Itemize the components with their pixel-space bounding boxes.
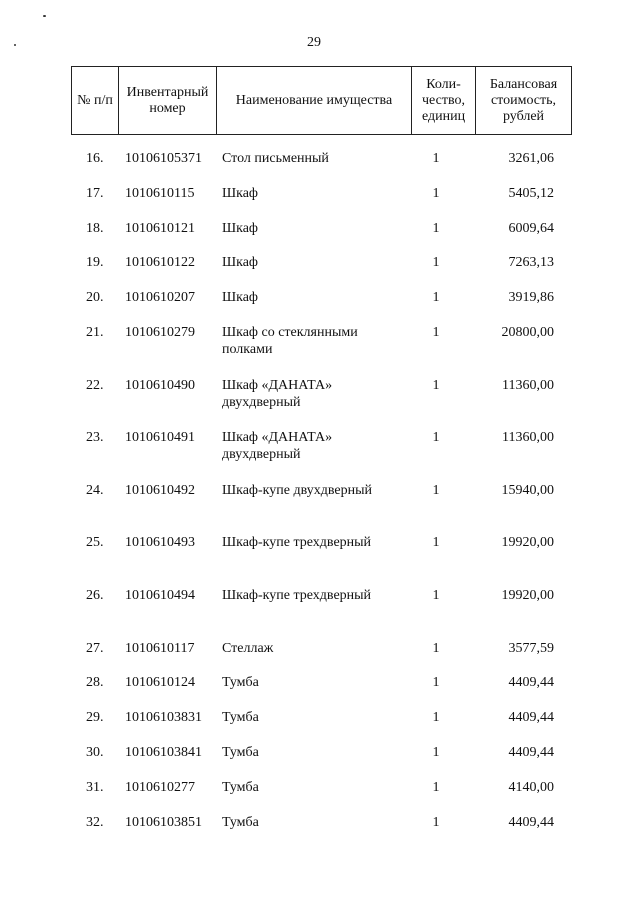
quantity: 1 xyxy=(432,710,440,725)
item-name: Тумба xyxy=(222,745,259,760)
quantity: 1 xyxy=(432,378,440,393)
inventory-number: 1010610277 xyxy=(125,780,195,795)
row-number: 23. xyxy=(86,430,104,445)
header-quantity: Коли-чество, единиц xyxy=(412,67,476,135)
item-name: Шкаф «ДАНАТА» двухдверный xyxy=(222,430,333,462)
row-number: 25. xyxy=(86,535,104,550)
inventory-number: 1010610492 xyxy=(125,483,195,498)
quantity: 1 xyxy=(432,588,440,603)
item-name: Тумба xyxy=(222,675,259,690)
quantity: 1 xyxy=(432,255,440,270)
row-number: 21. xyxy=(86,325,104,340)
inventory-number: 1010610490 xyxy=(125,378,195,393)
balance-cost: 4140,00 xyxy=(508,780,554,795)
item-name: Шкаф-купе трехдверный xyxy=(222,535,372,550)
item-name: Тумба xyxy=(222,780,259,795)
item-name: Шкаф «ДАНАТА» двухдверный xyxy=(222,378,333,410)
balance-cost: 4409,44 xyxy=(508,710,554,725)
row-number: 28. xyxy=(86,675,104,690)
quantity: 1 xyxy=(432,675,440,690)
row-number: 26. xyxy=(86,588,104,603)
scan-speck xyxy=(43,15,46,17)
inventory-number: 1010610279 xyxy=(125,325,195,340)
row-number: 27. xyxy=(86,641,104,656)
balance-cost: 3261,06 xyxy=(508,151,554,166)
row-number: 30. xyxy=(86,745,104,760)
quantity: 1 xyxy=(432,221,440,236)
inventory-number: 1010610122 xyxy=(125,255,195,270)
header-inventory-number: Инвентарный номер xyxy=(119,67,217,135)
quantity: 1 xyxy=(432,290,440,305)
balance-cost: 7263,13 xyxy=(508,255,554,270)
item-name: Тумба xyxy=(222,710,259,725)
balance-cost: 5405,12 xyxy=(508,186,554,201)
quantity: 1 xyxy=(432,535,440,550)
header-number: № п/п xyxy=(72,67,119,135)
inventory-number: 1010610121 xyxy=(125,221,195,236)
balance-cost: 3577,59 xyxy=(508,641,554,656)
header-item-name: Наименование имущества xyxy=(217,67,412,135)
row-number: 29. xyxy=(86,710,104,725)
row-number: 16. xyxy=(86,151,104,166)
balance-cost: 19920,00 xyxy=(501,535,554,550)
balance-cost: 11360,00 xyxy=(502,378,554,393)
quantity: 1 xyxy=(432,745,440,760)
quantity: 1 xyxy=(432,780,440,795)
balance-cost: 19920,00 xyxy=(501,588,554,603)
row-number: 18. xyxy=(86,221,104,236)
inventory-number: 1010610124 xyxy=(125,675,195,690)
quantity: 1 xyxy=(432,430,440,445)
row-number: 20. xyxy=(86,290,104,305)
header-balance-cost: Балансовая стоимость, рублей xyxy=(476,67,572,135)
balance-cost: 4409,44 xyxy=(508,815,554,830)
row-number: 22. xyxy=(86,378,104,393)
inventory-number: 10106103851 xyxy=(125,815,202,830)
item-name: Шкаф со стеклянными полками xyxy=(222,325,358,357)
item-name: Стеллаж xyxy=(222,641,274,656)
inventory-number: 1010610207 xyxy=(125,290,195,305)
inventory-number: 1010610494 xyxy=(125,588,195,603)
balance-cost: 15940,00 xyxy=(501,483,554,498)
inventory-number: 10106105371 xyxy=(125,151,202,166)
balance-cost: 4409,44 xyxy=(508,675,554,690)
balance-cost: 20800,00 xyxy=(501,325,554,340)
inventory-number: 10106103831 xyxy=(125,710,202,725)
inventory-number: 1010610491 xyxy=(125,430,195,445)
row-number: 24. xyxy=(86,483,104,498)
quantity: 1 xyxy=(432,186,440,201)
quantity: 1 xyxy=(432,815,440,830)
balance-cost: 11360,00 xyxy=(502,430,554,445)
row-number: 17. xyxy=(86,186,104,201)
balance-cost: 4409,44 xyxy=(508,745,554,760)
item-name: Стол письменный xyxy=(222,151,329,166)
item-name: Тумба xyxy=(222,815,259,830)
item-name: Шкаф-купе двухдверный xyxy=(222,483,372,498)
row-number: 32. xyxy=(86,815,104,830)
quantity: 1 xyxy=(432,483,440,498)
item-name: Шкаф xyxy=(222,221,258,236)
item-name: Шкаф xyxy=(222,255,258,270)
quantity: 1 xyxy=(432,151,440,166)
item-name: Шкаф xyxy=(222,290,258,305)
page-number: 29 xyxy=(307,35,321,50)
item-name: Шкаф-купе трехдверный xyxy=(222,588,372,603)
balance-cost: 6009,64 xyxy=(508,221,554,236)
item-name: Шкаф xyxy=(222,186,258,201)
table-header xyxy=(71,66,572,135)
row-number: 31. xyxy=(86,780,104,795)
inventory-number: 1010610117 xyxy=(125,641,195,656)
inventory-number: 1010610115 xyxy=(125,186,195,201)
balance-cost: 3919,86 xyxy=(508,290,554,305)
inventory-number: 10106103841 xyxy=(125,745,202,760)
quantity: 1 xyxy=(432,325,440,340)
row-number: 19. xyxy=(86,255,104,270)
inventory-number: 1010610493 xyxy=(125,535,195,550)
quantity: 1 xyxy=(432,641,440,656)
